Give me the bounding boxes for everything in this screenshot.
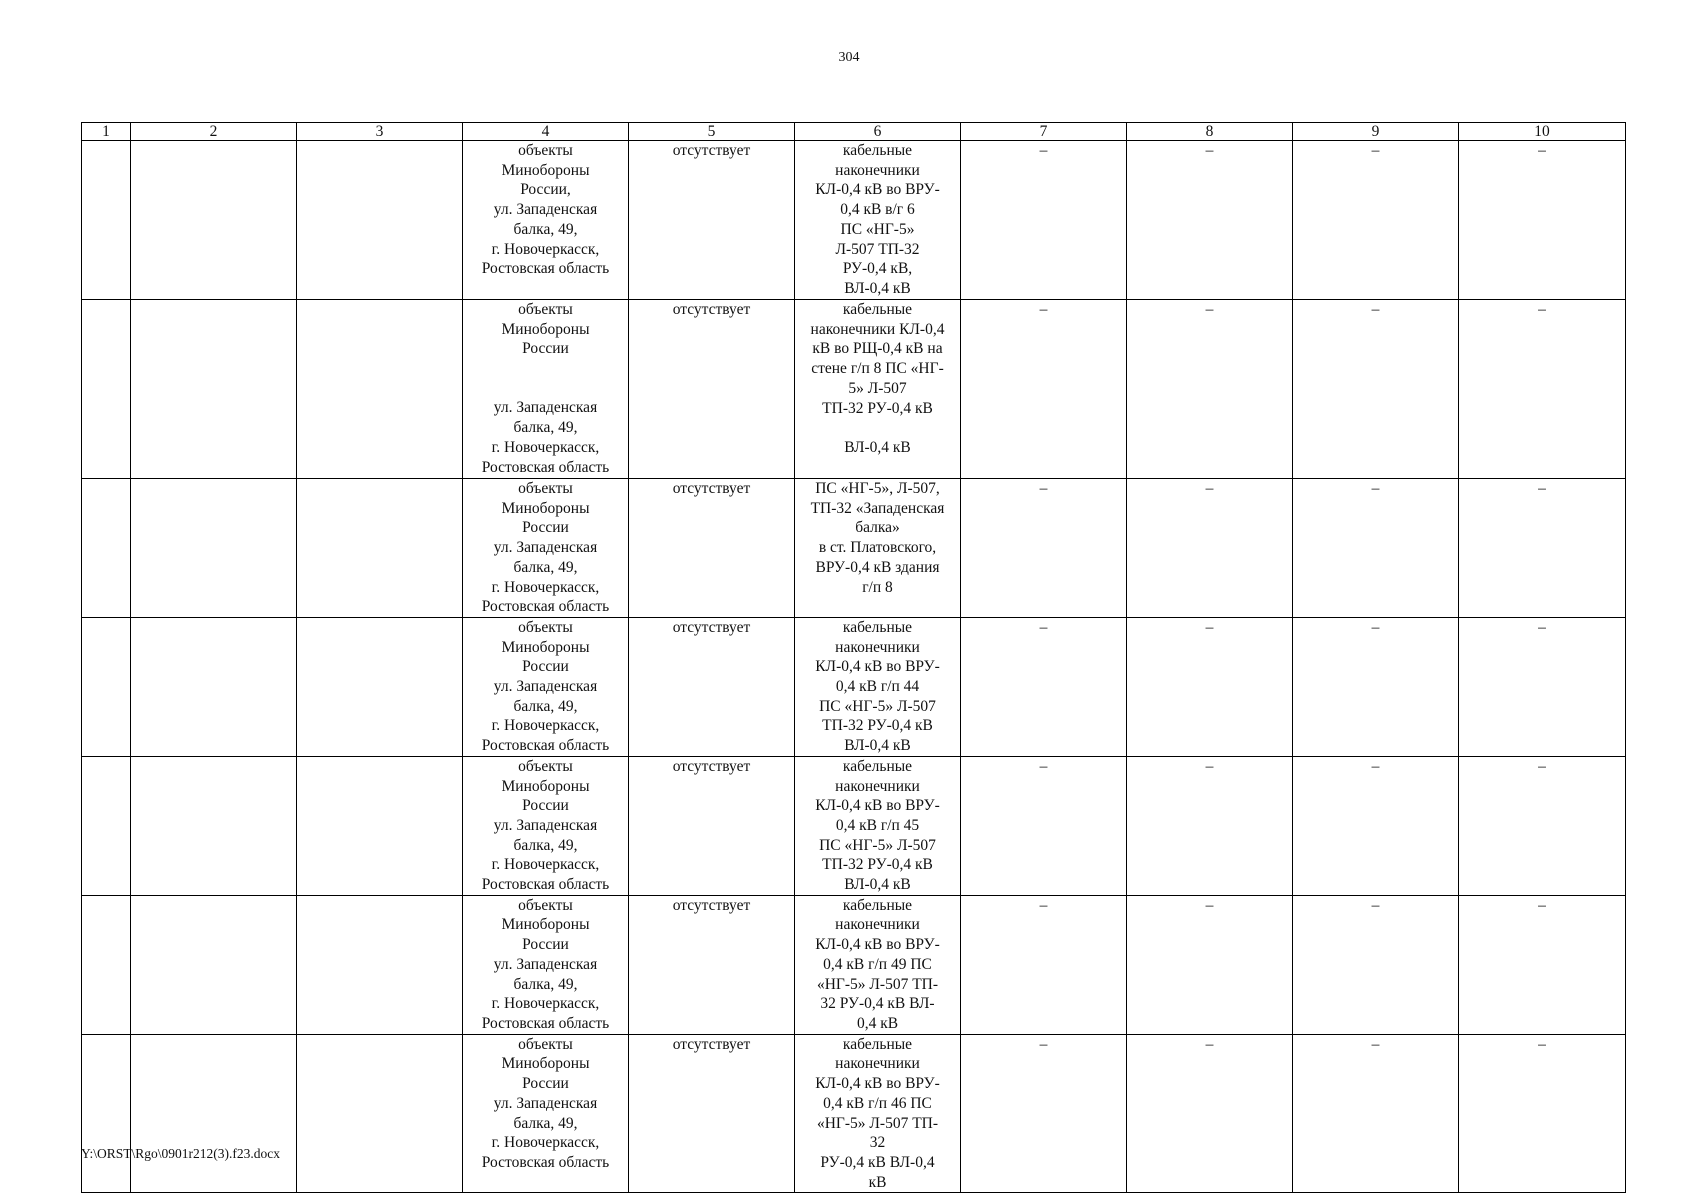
dash-value: – bbox=[1538, 480, 1546, 497]
cell-line: Минобороны bbox=[501, 638, 590, 656]
column-number: 2 bbox=[131, 123, 297, 141]
cell-line: Ростовская область bbox=[481, 1014, 610, 1032]
cell-line: объекты bbox=[518, 896, 573, 914]
table-row bbox=[82, 895, 1626, 1034]
cell-line: Минобороны bbox=[501, 1055, 590, 1073]
dash-value: – bbox=[1371, 896, 1380, 914]
dash-value: – bbox=[1538, 142, 1546, 159]
cell-line: г. Новочеркасск, bbox=[491, 578, 600, 596]
cell-line: наконечники bbox=[835, 916, 920, 934]
column-number: 4 bbox=[463, 123, 629, 141]
cell-line: кабельные bbox=[842, 618, 913, 636]
cell-line: ПС «НГ-5», Л-507, bbox=[815, 480, 940, 497]
cell-status: отсутствует bbox=[629, 1034, 795, 1193]
cell-line: России bbox=[522, 1075, 569, 1093]
cell-line: 32 РУ-0,4 кВ ВЛ- bbox=[820, 995, 935, 1013]
cell-line: объекты bbox=[518, 142, 573, 159]
cell-col8 bbox=[1127, 479, 1293, 618]
cell-line: наконечники bbox=[835, 1055, 920, 1073]
cell-line: ВЛ-0,4 кВ bbox=[844, 279, 911, 297]
cell-line: 0,4 кВ г/п 44 bbox=[835, 678, 920, 696]
cell-line: балка, 49, bbox=[513, 975, 578, 993]
dash-value: – bbox=[1538, 896, 1546, 914]
cell-col8 bbox=[1127, 895, 1293, 1034]
dash-value: – bbox=[1039, 480, 1048, 497]
cell-line: Ростовская область bbox=[481, 876, 610, 894]
cell-line: наконечники КЛ-0,4 bbox=[810, 320, 945, 338]
dash-value: – bbox=[1538, 301, 1546, 318]
cell-line: г. Новочеркасск, bbox=[491, 717, 600, 735]
cell-col1 bbox=[82, 141, 131, 300]
cell-line: ВЛ-0,4 кВ bbox=[844, 737, 911, 755]
cell-col2 bbox=[131, 617, 297, 756]
cell-line: России bbox=[522, 936, 569, 954]
cell-col2 bbox=[131, 756, 297, 895]
cell-col7 bbox=[961, 479, 1127, 618]
cell-line: Минобороны bbox=[501, 777, 590, 795]
cell-line: ПС «НГ-5» bbox=[840, 220, 915, 238]
cell-col10 bbox=[1459, 1034, 1626, 1193]
cell-line: наконечники bbox=[835, 161, 920, 179]
cell-line: ул. Западенская bbox=[493, 539, 598, 557]
column-number: 8 bbox=[1127, 123, 1293, 141]
dash-value: – bbox=[1039, 1035, 1048, 1053]
cell-line: России bbox=[522, 340, 569, 358]
cell-line: Минобороны bbox=[501, 161, 590, 179]
cell-line: ТП-32 РУ-0,4 кВ bbox=[822, 399, 933, 417]
cell-line: балка, 49, bbox=[513, 836, 578, 854]
dash-value: – bbox=[1538, 1035, 1546, 1053]
cell-col9 bbox=[1293, 300, 1459, 479]
dash-value: – bbox=[1039, 142, 1048, 159]
cell-object-location bbox=[463, 300, 629, 479]
cell-line: стене г/п 8 ПС «НГ- bbox=[811, 360, 944, 378]
cell-col7 bbox=[961, 756, 1127, 895]
cell-col9 bbox=[1293, 141, 1459, 300]
column-number: 1 bbox=[82, 123, 131, 141]
data-table bbox=[81, 122, 1626, 1193]
table-row bbox=[82, 141, 1626, 300]
cell-col9 bbox=[1293, 617, 1459, 756]
cell-line: кВ во РЩ-0,4 кВ на bbox=[812, 340, 943, 358]
cell-line: 0,4 кВ bbox=[856, 1014, 899, 1032]
dash-value: – bbox=[1205, 142, 1214, 159]
cell-line: ПС «НГ-5» Л-507 bbox=[819, 697, 936, 715]
cell-line: кабельные bbox=[842, 142, 913, 159]
cell-line: ул. Западенская bbox=[493, 955, 598, 973]
cell-col8 bbox=[1127, 756, 1293, 895]
cell-col2 bbox=[131, 1034, 297, 1193]
cell-col8 bbox=[1127, 300, 1293, 479]
cell-object-location bbox=[463, 479, 629, 618]
cell-line: России bbox=[522, 658, 569, 676]
cell-connection-point bbox=[795, 617, 961, 756]
cell-line: Ростовская область bbox=[481, 737, 610, 755]
cell-col7 bbox=[961, 141, 1127, 300]
cell-col8 bbox=[1127, 617, 1293, 756]
cell-col1 bbox=[82, 300, 131, 479]
cell-line: ул. Западенская bbox=[493, 201, 598, 219]
cell-status: отсутствует bbox=[629, 756, 795, 895]
dash-value: – bbox=[1039, 618, 1048, 636]
cell-line: г. Новочеркасск, bbox=[491, 856, 600, 874]
cell-col7 bbox=[961, 617, 1127, 756]
column-number: 7 bbox=[961, 123, 1127, 141]
cell-line: балка, 49, bbox=[513, 1114, 578, 1132]
dash-value: – bbox=[1039, 896, 1048, 914]
table-row bbox=[82, 617, 1626, 756]
cell-line: Ростовская область bbox=[481, 598, 610, 616]
cell-col1 bbox=[82, 1034, 131, 1193]
cell-col3 bbox=[297, 1034, 463, 1193]
dash-value: – bbox=[1039, 757, 1048, 775]
cell-line bbox=[467, 359, 624, 379]
cell-line: объекты bbox=[518, 480, 573, 497]
column-number: 6 bbox=[795, 123, 961, 141]
cell-line: ул. Западенская bbox=[493, 399, 598, 417]
dash-value: – bbox=[1371, 757, 1380, 775]
cell-line: балка» bbox=[855, 519, 900, 537]
cell-line: объекты bbox=[518, 301, 573, 318]
cell-line: 0,4 кВ г/п 46 ПС bbox=[823, 1094, 932, 1112]
cell-object-location bbox=[463, 617, 629, 756]
dash-value: – bbox=[1205, 896, 1214, 914]
cell-col2 bbox=[131, 479, 297, 618]
dash-value: – bbox=[1205, 301, 1214, 318]
cell-col1 bbox=[82, 617, 131, 756]
cell-col10 bbox=[1459, 141, 1626, 300]
cell-line: КЛ-0,4 кВ во ВРУ- bbox=[815, 181, 940, 199]
column-number-row bbox=[82, 123, 1626, 141]
cell-object-location bbox=[463, 1034, 629, 1193]
cell-line: балка, 49, bbox=[513, 220, 578, 238]
cell-col10 bbox=[1459, 300, 1626, 479]
cell-col1 bbox=[82, 479, 131, 618]
cell-col7 bbox=[961, 300, 1127, 479]
cell-line: ТП-32 РУ-0,4 кВ bbox=[822, 856, 933, 874]
cell-line: Ростовская область bbox=[481, 458, 610, 476]
cell-line: 5» Л-507 bbox=[848, 379, 907, 397]
cell-object-location bbox=[463, 756, 629, 895]
cell-line: России, bbox=[520, 181, 571, 199]
cell-line: ул. Западенская bbox=[493, 1094, 598, 1112]
column-number: 10 bbox=[1459, 123, 1626, 141]
dash-value: – bbox=[1371, 301, 1380, 318]
cell-line: 32 bbox=[869, 1134, 886, 1152]
cell-line: Ростовская область bbox=[481, 260, 610, 278]
cell-line bbox=[799, 418, 956, 438]
cell-line: ВЛ-0,4 кВ bbox=[844, 438, 911, 456]
cell-col7 bbox=[961, 895, 1127, 1034]
cell-line: балка, 49, bbox=[513, 697, 578, 715]
cell-line: наконечники bbox=[835, 638, 920, 656]
cell-line: г. Новочеркасск, bbox=[491, 995, 600, 1013]
cell-status: отсутствует bbox=[629, 895, 795, 1034]
table-row bbox=[82, 1034, 1626, 1193]
cell-line: в ст. Платовского, bbox=[818, 539, 937, 557]
cell-col10 bbox=[1459, 895, 1626, 1034]
cell-line: кабельные bbox=[842, 1035, 913, 1053]
dash-value: – bbox=[1538, 757, 1546, 775]
cell-col3 bbox=[297, 141, 463, 300]
dash-value: – bbox=[1371, 480, 1380, 497]
cell-connection-point bbox=[795, 141, 961, 300]
cell-line: Минобороны bbox=[501, 499, 590, 517]
dash-value: – bbox=[1371, 1035, 1380, 1053]
dash-value: – bbox=[1039, 301, 1048, 318]
cell-line: ПС «НГ-5» Л-507 bbox=[819, 836, 936, 854]
column-number: 3 bbox=[297, 123, 463, 141]
cell-line: г. Новочеркасск, bbox=[491, 1134, 600, 1152]
cell-line: г. Новочеркасск, bbox=[491, 240, 600, 258]
cell-col9 bbox=[1293, 895, 1459, 1034]
cell-line: ТП-32 РУ-0,4 кВ bbox=[822, 717, 933, 735]
cell-col3 bbox=[297, 300, 463, 479]
cell-col9 bbox=[1293, 1034, 1459, 1193]
page-number: 304 bbox=[838, 50, 860, 65]
cell-line: ВЛ-0,4 кВ bbox=[844, 876, 911, 894]
cell-col2 bbox=[131, 300, 297, 479]
cell-col1 bbox=[82, 895, 131, 1034]
dash-value: – bbox=[1205, 480, 1214, 497]
cell-line: «НГ-5» Л-507 ТП- bbox=[816, 1114, 939, 1132]
dash-value: – bbox=[1538, 618, 1546, 636]
cell-status: отсутствует bbox=[629, 479, 795, 618]
cell-connection-point bbox=[795, 895, 961, 1034]
column-number: 5 bbox=[629, 123, 795, 141]
dash-value: – bbox=[1205, 618, 1214, 636]
dash-value: – bbox=[1205, 1035, 1214, 1053]
table-row bbox=[82, 300, 1626, 479]
cell-line: кабельные bbox=[842, 757, 913, 775]
cell-line: КЛ-0,4 кВ во ВРУ- bbox=[815, 1075, 940, 1093]
cell-connection-point bbox=[795, 479, 961, 618]
cell-line: Л-507 ТП-32 bbox=[835, 240, 920, 258]
cell-connection-point bbox=[795, 1034, 961, 1193]
cell-line: КЛ-0,4 кВ во ВРУ- bbox=[815, 658, 940, 676]
cell-col9 bbox=[1293, 756, 1459, 895]
cell-line: объекты bbox=[518, 757, 573, 775]
cell-status: отсутствует bbox=[629, 141, 795, 300]
cell-col10 bbox=[1459, 617, 1626, 756]
cell-line: наконечники bbox=[835, 777, 920, 795]
cell-connection-point bbox=[795, 756, 961, 895]
dash-value: – bbox=[1205, 757, 1214, 775]
cell-object-location bbox=[463, 895, 629, 1034]
cell-line: России bbox=[522, 519, 569, 537]
cell-status: отсутствует bbox=[629, 300, 795, 479]
cell-col10 bbox=[1459, 756, 1626, 895]
cell-line: ТП-32 «Западенская bbox=[810, 499, 945, 517]
cell-col3 bbox=[297, 895, 463, 1034]
cell-line: ул. Западенская bbox=[493, 678, 598, 696]
cell-line: 0,4 кВ г/п 45 bbox=[835, 816, 920, 834]
cell-col3 bbox=[297, 479, 463, 618]
cell-status: отсутствует bbox=[629, 617, 795, 756]
cell-line: объекты bbox=[518, 1035, 573, 1053]
cell-line bbox=[467, 379, 624, 399]
cell-line: Минобороны bbox=[501, 320, 590, 338]
column-number: 9 bbox=[1293, 123, 1459, 141]
dash-value: – bbox=[1371, 142, 1380, 159]
cell-line: кВ bbox=[868, 1173, 887, 1191]
cell-line: г/п 8 bbox=[862, 578, 893, 596]
footer-file-path: Y:\ORST\Rgo\0901r212(3).f23.docx bbox=[81, 1146, 280, 1161]
cell-line: РУ-0,4 кВ, bbox=[842, 260, 913, 278]
cell-line: ул. Западенская bbox=[493, 816, 598, 834]
cell-line: РУ-0,4 кВ ВЛ-0,4 bbox=[820, 1153, 935, 1171]
cell-object-location bbox=[463, 141, 629, 300]
cell-line: ВРУ-0,4 кВ здания bbox=[815, 558, 940, 576]
cell-col3 bbox=[297, 617, 463, 756]
cell-col2 bbox=[131, 141, 297, 300]
cell-col3 bbox=[297, 756, 463, 895]
cell-col1 bbox=[82, 756, 131, 895]
cell-line: Ростовская область bbox=[481, 1153, 610, 1171]
cell-line: КЛ-0,4 кВ во ВРУ- bbox=[815, 936, 940, 954]
cell-col7 bbox=[961, 1034, 1127, 1193]
cell-line: России bbox=[522, 797, 569, 815]
dash-value: – bbox=[1371, 618, 1380, 636]
cell-line: Минобороны bbox=[501, 916, 590, 934]
table-row bbox=[82, 756, 1626, 895]
cell-line: объекты bbox=[518, 618, 573, 636]
cell-line: балка, 49, bbox=[513, 558, 578, 576]
cell-line: 0,4 кВ в/г 6 bbox=[840, 201, 915, 219]
cell-line: кабельные bbox=[842, 896, 913, 914]
cell-line: КЛ-0,4 кВ во ВРУ- bbox=[815, 797, 940, 815]
cell-line: кабельные bbox=[842, 301, 913, 318]
cell-line: «НГ-5» Л-507 ТП- bbox=[816, 975, 939, 993]
cell-line: г. Новочеркасск, bbox=[491, 438, 600, 456]
cell-line: балка, 49, bbox=[513, 419, 578, 437]
cell-col2 bbox=[131, 895, 297, 1034]
cell-col8 bbox=[1127, 1034, 1293, 1193]
cell-col8 bbox=[1127, 141, 1293, 300]
cell-col10 bbox=[1459, 479, 1626, 618]
table-row bbox=[82, 479, 1626, 618]
cell-connection-point bbox=[795, 300, 961, 479]
cell-line: 0,4 кВ г/п 49 ПС bbox=[823, 955, 932, 973]
cell-col9 bbox=[1293, 479, 1459, 618]
